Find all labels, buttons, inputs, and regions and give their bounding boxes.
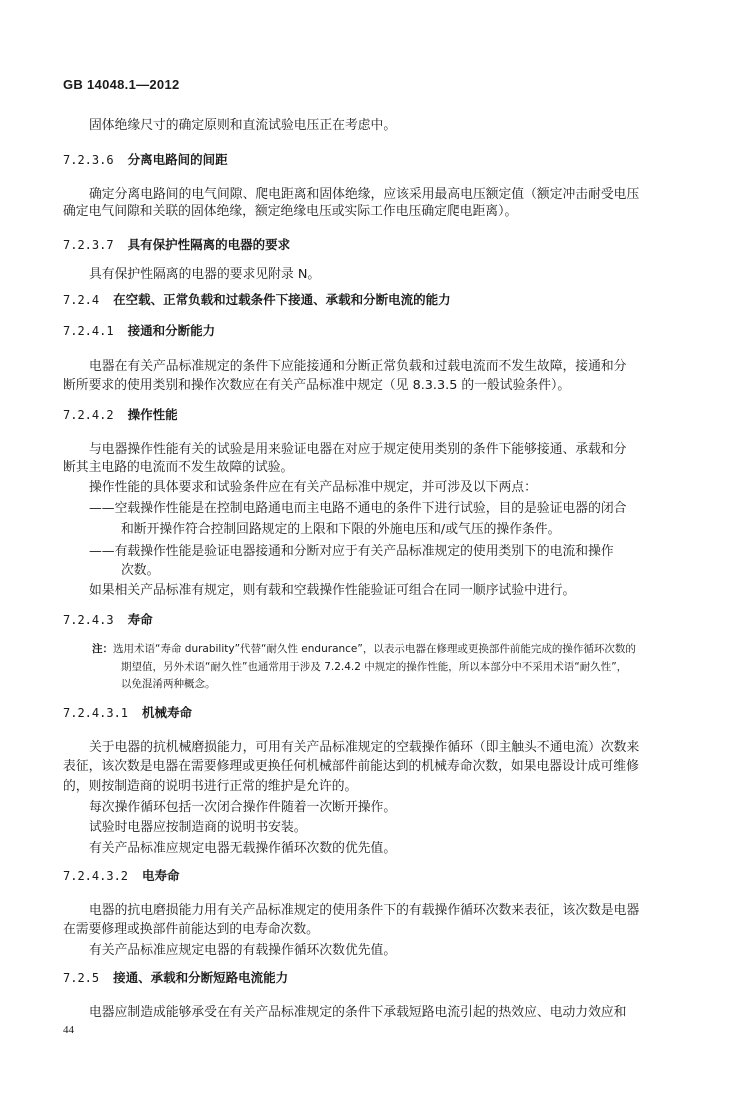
- dash-item-continuation: 和断开操作符合控制回路规定的上限和下限的外施电压和/或气压的操作条件。: [121, 522, 561, 537]
- section-heading-7-2-4-3: [63, 610, 153, 628]
- note-line: 期望值，另外术语“耐久性”也通常用于涉及 7.2.4.2 中规定的操作性能，所以本部分中不采用术语“耐久性”，: [121, 661, 628, 673]
- section-title: 接通、承载和分断短路电流能力: [113, 970, 289, 985]
- section-title: 电寿命: [142, 868, 180, 883]
- section-heading-7-2-4-3-1: [63, 703, 192, 721]
- section-heading-7-2-4-1: [63, 321, 215, 339]
- section-number: 7.2.4.3.2: [63, 869, 129, 883]
- section-heading-7-2-5: [63, 968, 288, 986]
- section-number: 7.2.3.6: [63, 153, 114, 167]
- section-number: 7.2.4.3: [63, 613, 114, 627]
- section-heading-7-2-4: [63, 290, 451, 308]
- dash-item: ——有载操作性能是验证电器接通和分断对应于有关产品标准规定的使用类别下的电流和操作: [89, 544, 614, 559]
- paragraph-line: 电器在有关产品标准规定的条件下应能接通和分断正常负载和过载电流而不发生故障，接通和分: [89, 359, 627, 374]
- paragraph-line: 有关产品标准应规定电器的有载操作循环次数优先值。: [89, 943, 397, 958]
- dash-item-continuation: 次数。: [121, 563, 160, 578]
- paragraph-line: 确定分离电路间的电气间隙、爬电距离和固体绝缘，应该采用最高电压额定值（额定冲击耐受电压: [89, 187, 640, 202]
- section-title: 具有保护性隔离的电器的要求: [127, 237, 291, 252]
- section-title: 接通和分断能力: [127, 323, 216, 338]
- dash-item: ——空载操作性能是在控制电路通电而主电路不通电的条件下进行试验，目的是验证电器的闭合: [89, 501, 627, 516]
- section-heading-7-2-3-6: [63, 150, 228, 168]
- paragraph-line: 每次操作循环包括一次闭合操作件随着一次断开操作。: [89, 800, 397, 815]
- paragraph-line: 如果相关产品标准有规定，则有载和空载操作性能验证可组合在同一顺序试验中进行。: [89, 583, 576, 598]
- paragraph-line: 在需要修理或换部件前能达到的电寿命次数。: [63, 922, 319, 937]
- paragraph-line: 断其主电路的电流而不发生故障的试验。: [63, 460, 294, 475]
- page-number: 44: [63, 1024, 74, 1036]
- section-number: 7.2.4: [63, 293, 100, 307]
- section-title: 机械寿命: [142, 705, 193, 720]
- note-line: [92, 641, 692, 656]
- section-heading-7-2-3-7: [63, 235, 290, 253]
- paragraph-line: 电器的抗电磨损能力用有关产品标准规定的使用条件下的有载操作循环次数来表征，该次数是电器: [89, 903, 640, 918]
- standard-number: GB 14048.1—2012: [63, 77, 180, 92]
- paragraph-line: 与电器操作性能有关的试验是用来验证电器在对应于规定使用类别的条件下能够接通、承载和分: [89, 442, 627, 457]
- paragraph-line: 的，则按制造商的说明书进行正常的维护是允许的。: [63, 779, 358, 794]
- section-title: 分离电路间的间距: [127, 152, 228, 167]
- paragraph-line: 断所要求的使用类别和操作次数应在有关产品标准中规定（见 8.3.3.5 的一般试验条件）。: [63, 378, 571, 393]
- paragraph-line: 有关产品标准应规定电器无载操作循环次数的优先值。: [89, 841, 397, 856]
- paragraph-line: 操作性能的具体要求和试验条件应在有关产品标准中规定，并可涉及以下两点：: [89, 480, 537, 495]
- section-title: 寿命: [127, 612, 153, 627]
- paragraph-line: 表征，该次数是电器在需要修理或更换任何机械部件前能达到的机械寿命次数，如果电器设计成可维修: [63, 759, 639, 774]
- paragraph-line: 固体绝缘尺寸的确定原则和直流试验电压正在考虑中。: [89, 118, 397, 133]
- section-number: 7.2.4.3.1: [63, 706, 129, 720]
- section-title: 在空载、正常负载和过载条件下接通、承载和分断电流的能力: [113, 292, 451, 307]
- note-text: 选用术语“寿命 durability”代替“耐久性 endurance”，以表示电器在修理或更换部件前能完成的操作循环次数的: [113, 643, 636, 655]
- section-heading-7-2-4-2: [63, 405, 178, 423]
- note-line: 以免混淆两种概念。: [121, 678, 216, 690]
- paragraph-line: 确定电气间隙和关联的固体绝缘，额定绝缘电压或实际工作电压确定爬电距离）。: [63, 204, 518, 219]
- paragraph-line: 电器应制造成能够承受在有关产品标准规定的条件下承载短路电流引起的热效应、电动力效应和: [89, 1005, 627, 1020]
- paragraph-line: 试验时电器应按制造商的说明书安装。: [89, 820, 307, 835]
- note-label: 注：: [92, 643, 113, 655]
- section-number: 7.2.4.1: [63, 324, 114, 338]
- section-heading-7-2-4-3-2: [63, 866, 180, 884]
- section-title: 操作性能: [127, 407, 178, 422]
- paragraph-line: 关于电器的抗机械磨损能力，可用有关产品标准规定的空载操作循环（即主触头不通电流）次数来: [89, 740, 640, 755]
- section-number: 7.2.5: [63, 971, 100, 985]
- section-number: 7.2.3.7: [63, 238, 114, 252]
- section-number: 7.2.4.2: [63, 408, 114, 422]
- paragraph-line: 具有保护性隔离的电器的要求见附录 N。: [89, 267, 321, 282]
